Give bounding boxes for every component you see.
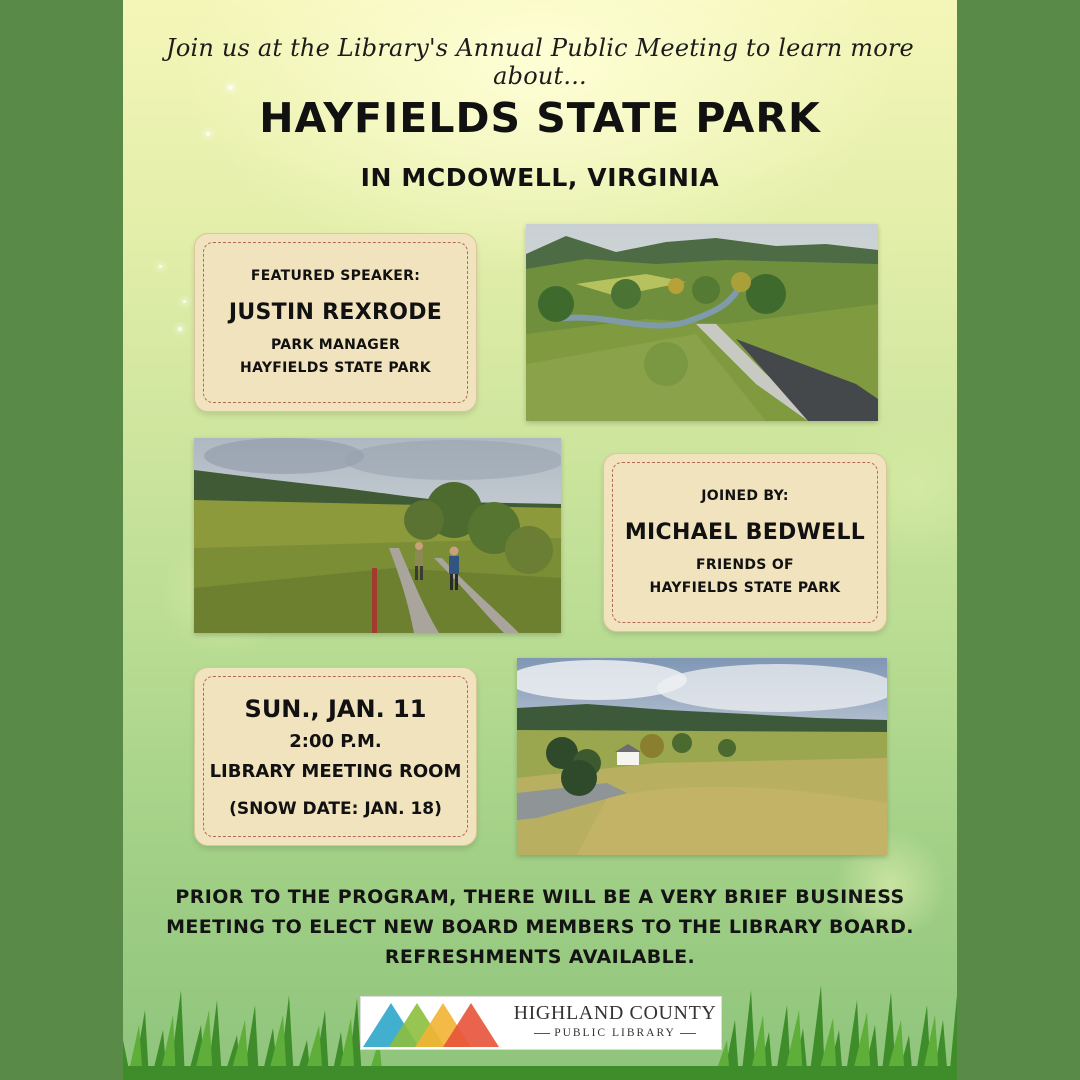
event-snow-date: (SNOW DATE: JAN. 18) (229, 798, 442, 819)
sparkle-decoration (183, 300, 186, 303)
event-poster (123, 0, 957, 1080)
featured-speaker-role: PARK MANAGER (270, 337, 401, 353)
featured-speaker-org: HAYFIELDS STATE PARK (240, 360, 431, 376)
farmhouse-valley-photo (517, 658, 887, 855)
page-subtitle: IN MCDOWELL, VIRGINIA (360, 163, 720, 192)
joined-by-name: MICHAEL BEDWELL (624, 520, 866, 545)
event-details-card (194, 667, 477, 846)
event-location: LIBRARY MEETING ROOM (209, 760, 462, 782)
hikers-trail-photo (194, 438, 561, 633)
sparkle-decoration (159, 265, 162, 268)
featured-speaker-label: FEATURED SPEAKER: (250, 268, 421, 284)
business-note-line: REFRESHMENTS AVAILABLE. (384, 946, 696, 968)
library-logo (360, 996, 722, 1050)
joined-by-card (603, 453, 887, 632)
event-date: SUN., JAN. 11 (244, 694, 427, 723)
logo-line-2: PUBLIC LIBRARY (554, 1027, 676, 1039)
sparkle-decoration (178, 327, 182, 331)
business-meeting-note (163, 882, 917, 972)
business-note-line: PRIOR TO THE PROGRAM, THERE WILL BE A VERY BRIEF BUSINESS (175, 886, 905, 908)
aerial-park-photo (526, 224, 878, 421)
featured-speaker-card (194, 233, 477, 412)
joined-by-org: HAYFIELDS STATE PARK (649, 580, 841, 596)
logo-line-1: HIGHLAND COUNTY (513, 1002, 717, 1024)
joined-by-role: FRIENDS OF (696, 557, 794, 573)
event-time: 2:00 P.M. (289, 730, 382, 752)
joined-by-label: JOINED BY: (701, 488, 789, 504)
logo-line-2-wrap (509, 1027, 721, 1039)
business-note-line: MEETING TO ELECT NEW BOARD MEMBERS TO THE LIBRARY BOARD. (166, 916, 914, 938)
featured-speaker-name: JUSTIN REXRODE (228, 300, 443, 325)
page-title: HAYFIELDS STATE PARK (259, 94, 821, 142)
intro-line: Join us at the Library's Annual Public Meeting to learn more about... (166, 34, 914, 90)
library-logo-mark-icon (363, 999, 503, 1049)
